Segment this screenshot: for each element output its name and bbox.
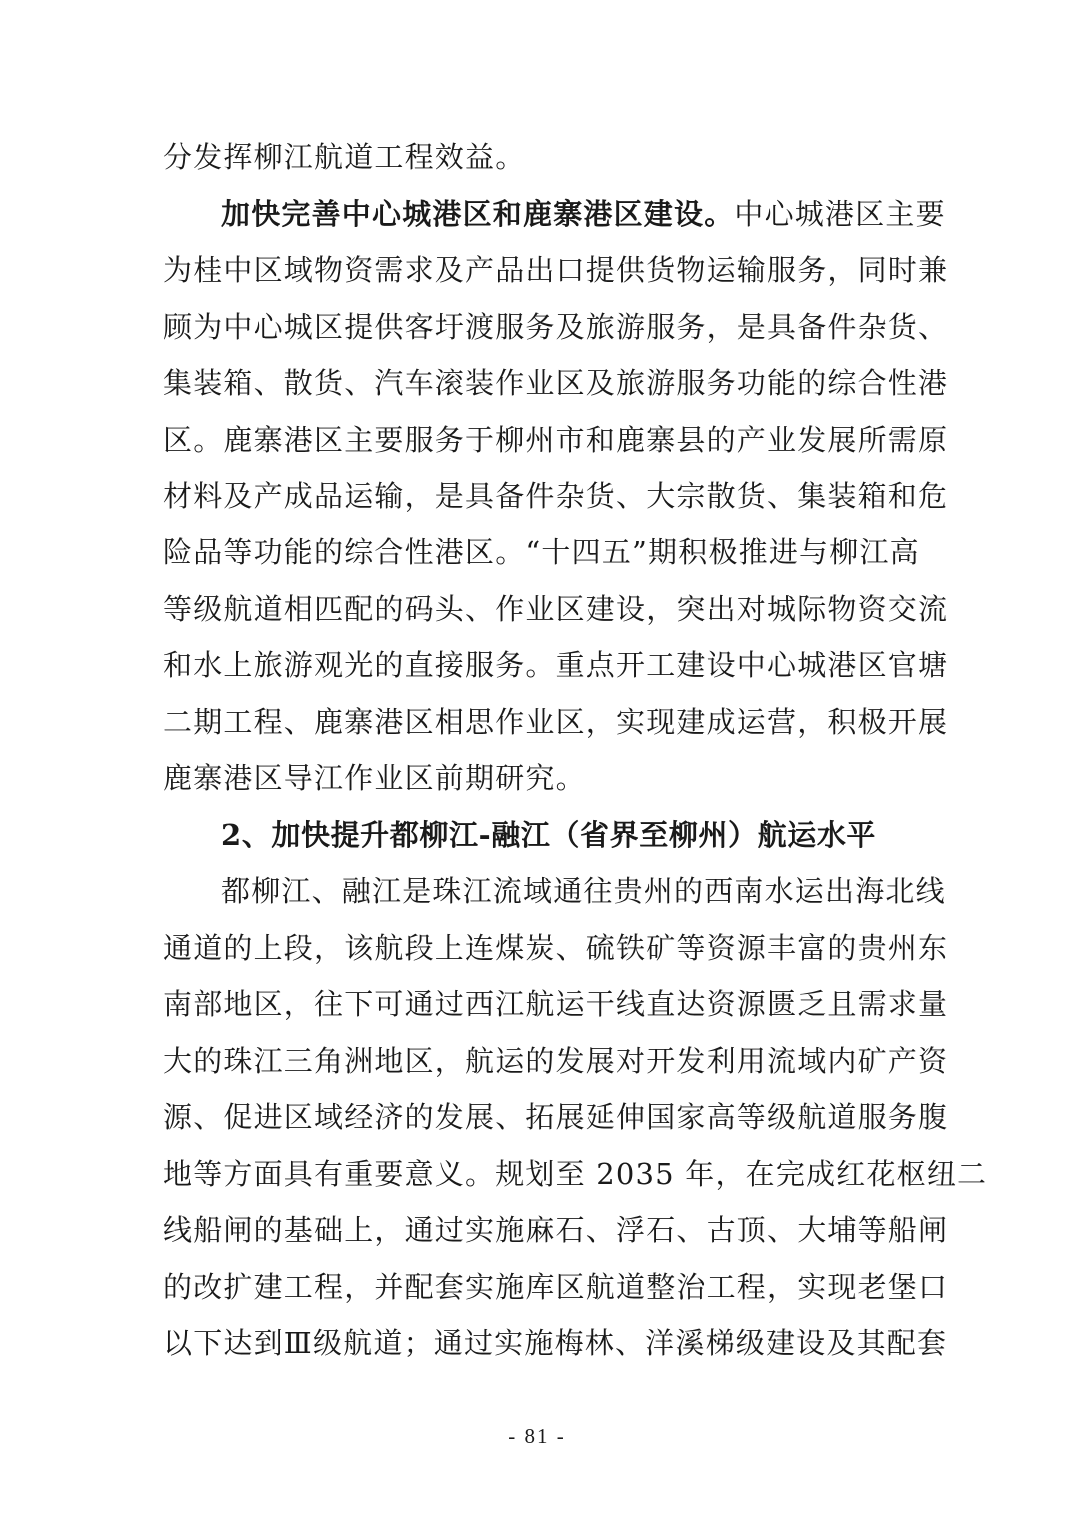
page-number: - 81 - — [508, 1424, 566, 1448]
text-line: 区。鹿寨港区主要服务于柳州市和鹿寨县的产业发展所需原 — [163, 423, 949, 457]
text-line: 都柳江、融江是珠江流域通往贵州的西南水运出海北线 — [221, 874, 946, 908]
text-line: 险品等功能的综合性港区。“十四五”期积极推进与柳江高 — [163, 535, 920, 569]
text-line: 大的珠江三角洲地区，航运的发展对开发利用流域内矿产资 — [163, 1044, 949, 1078]
text-line: 地等方面具有重要意义。规划至 2035 年，在完成红花枢纽二 — [163, 1157, 988, 1191]
text-line: 和水上旅游观光的直接服务。重点开工建设中心城港区官塘 — [163, 648, 949, 682]
text-line: 二期工程、鹿寨港区相思作业区，实现建成运营，积极开展 — [163, 705, 949, 739]
text-line: 线船闸的基础上，通过实施麻石、浮石、古顶、大埔等船闸 — [163, 1213, 949, 1247]
text-segment: 中心城港区主要 — [734, 197, 946, 231]
text-line: 源、促进区域经济的发展、拓展延伸国家高等级航道服务腹 — [163, 1100, 949, 1134]
text-line: 鹿寨港区导江作业区前期研究。 — [163, 761, 586, 795]
paragraph-lead-bold: 加快完善中心城港区和鹿寨港区建设。 — [221, 197, 735, 231]
text-line: 的改扩建工程，并配套实施库区航道整治工程，实现老堡口 — [163, 1270, 949, 1304]
text-line: 南部地区，往下可通过西江航运干线直达资源匮乏且需求量 — [163, 987, 949, 1021]
text-line: 材料及产成品运输，是具备件杂货、大宗散货、集装箱和危 — [163, 479, 949, 513]
text-line: 等级航道相匹配的码头、作业区建设，突出对城际物资交流 — [163, 592, 949, 626]
text-line: 集装箱、散货、汽车滚装作业区及旅游服务功能的综合性港 — [163, 366, 949, 400]
text-line: 以下达到Ⅲ级航道；通过实施梅林、洋溪梯级建设及其配套 — [163, 1326, 948, 1360]
text-line: 通道的上段，该航段上连煤炭、硫铁矿等资源丰富的贵州东 — [163, 931, 949, 965]
text-line: 分发挥柳江航道工程效益。 — [163, 140, 526, 174]
text-line: 顾为中心城区提供客圩渡服务及旅游服务，是具备件杂货、 — [163, 310, 949, 344]
text-line: 为桂中区域物资需求及产品出口提供货物运输服务，同时兼 — [163, 253, 949, 287]
paragraph-lead-line — [221, 189, 946, 239]
section-heading: 2、加快提升都柳江-融江（省界至柳州）航运水平 — [221, 818, 877, 852]
